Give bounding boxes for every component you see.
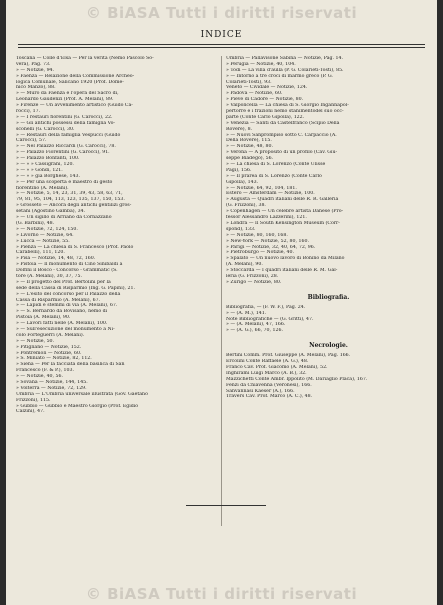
index-entry: » — Lapidi e stemmi di via (A. Melani), 67.: [16, 303, 118, 309]
index-entry: Calzini), 47.: [16, 409, 45, 415]
index-entry: » — Palazzo Bonfanti, 100.: [16, 156, 80, 162]
index-entry: » — Un sigillo di Arriano da Cornazzano: [16, 215, 112, 221]
index-entry: » — La chiesa di S. Lorenzo (Conte Ulisse: [226, 162, 326, 168]
index-entry: sconelli (G. Carocci), 30.: [16, 126, 75, 132]
index-entry: fiorentino (A. Melani).: [16, 185, 69, 191]
footer-rule: [186, 505, 266, 506]
index-entry: tore (A. Melani), 30, 37, 75.: [16, 273, 82, 279]
index-entry: » — Sull'esecuzione del monumento a Ni-: [16, 326, 115, 332]
index-entry: » Faenza — Relazione della Commissione Archeo-: [16, 73, 135, 79]
index-entry: Umbria — Pallavisone Sabina — Notizie, Pag. 14.: [226, 56, 343, 61]
index-entry: (G. Barbini), 48.: [16, 220, 55, 226]
index-entry: » Padova — Notizie, 60.: [226, 91, 283, 97]
index-entry: » — Palazzo Fiorentini (G. Carocci), 91.: [16, 150, 110, 156]
index-entry: » Pieve di Cadore — Notizie, 80.: [226, 97, 304, 103]
index-entry: » — Notizie, 48, 80.: [226, 144, 273, 150]
index-entry: Ercolini Conte Raffaele (A. G.), 48.: [226, 359, 309, 365]
index-entry: Rovere), 8.: [226, 126, 253, 132]
index-entry: Cassa di Risparmio (A. Melani), 67.: [16, 297, 101, 303]
necrologie-heading: Necrologie.: [309, 342, 348, 350]
index-entry: Frizzoni), 115.: [16, 397, 51, 403]
index-entry: Gipolla), 143.: [226, 179, 259, 185]
index-right-column: [226, 56, 431, 400]
index-entry: nico Manzo), 88.: [16, 85, 56, 91]
index-entry: seppe Biadego), 56.: [226, 156, 274, 162]
index-entry: » — Notizie, 40, 56.: [16, 374, 63, 380]
index-entry: » Pisa — Notizie, 14, 48, 72, 160.: [16, 256, 96, 262]
index-entry: » — Notizie, 50.: [16, 338, 55, 344]
index-entry: Dolfini il Bosco - Concorso - Grammatic (S.: [16, 268, 118, 274]
index-entry: spond), 133.: [226, 226, 256, 232]
index-entry: » Todi — La villa d'aulla (P. G. Colarieti-Tosti), 85.: [226, 67, 344, 73]
index-entry: (A. Melani), 90.: [226, 262, 263, 268]
bibliografia-heading: Bibliografia.: [307, 293, 350, 301]
index-entry: » Augusta — Quadri italiani delle R. R. Galleria: [226, 197, 339, 203]
index-entry: » Zurigo — Notizie, 80.: [226, 279, 282, 285]
title-rule-thin: [18, 47, 425, 48]
index-right-entries: [226, 56, 431, 286]
index-entry: sede della Cassa di Risparmio (Ing. G. Papini), 21.: [16, 285, 135, 291]
index-entry: » — Muro da Faenza e l'opera del Sacro di,: [16, 91, 119, 97]
index-entry: Pistoia (A. Melani), 90.: [16, 315, 71, 321]
index-entry: (G. Frizzoni), 38.: [226, 203, 266, 209]
index-entry: Umbria — L'Umbria universale illustrata (Gov. Gaetano: [16, 391, 148, 397]
index-entry: Bertini Comm. Prof. Giuseppe (A. Melani), Pag. 166.: [226, 353, 351, 359]
index-entry: Leonardo Gaudenzi (Prof. A. Melani), 89.: [16, 97, 114, 103]
index-entry: » — Il prarea di S. Lorenzo (Conte Carlo: [226, 173, 322, 179]
index-entry: » — I restauri fiorentini (G. Carocci), 22.: [16, 114, 113, 120]
index-entry: Travers Cav. Prof. Marco (A. C.), 48.: [226, 394, 313, 400]
index-entry: Fenzi da Chiavenna (Veronesi), 166.: [226, 382, 312, 388]
index-entry: » — Nel Palazzo Riccardi (G. Carocci), 78.: [16, 144, 116, 150]
index-entry: » Volterra — Notizie, 72, 129.: [16, 385, 87, 391]
index-entry: » — Per una scoperta e maestro di gesto: [16, 179, 113, 185]
index-entry: Carocci), 57.: [16, 138, 47, 144]
index-entry: » Firenze — Un avvenimento artistico (Guido Ca-: [16, 103, 133, 109]
index-entry: » Livorno — Notizie, 64.: [16, 232, 74, 238]
index-entry: » — Notizie, 5, 14, 23, 31, 39, 43, 58, 63, 71,: [16, 191, 123, 197]
index-entry: » — Notizie, 72, 124, 150.: [16, 226, 78, 232]
index-entry: Mazzichetti Conte Ambr. Ippolito (M. Dariaglio Placa), 167.: [226, 376, 368, 382]
index-entry: » — » » Cassigrani, 120.: [16, 162, 74, 168]
index-entry: » Gubbio — Gubbio e Maestro Giorgio (Prof. Egidio: [16, 403, 139, 409]
index-entry: Bibliografia, — (F. W. F.), Pag. 24.: [226, 304, 306, 310]
index-entry: » New-York — Notizie, 52, 80, 160.: [226, 238, 309, 244]
index-entry: » — L'esito del concorso per il Palazzo della: [16, 291, 121, 297]
index-entry: Della Rovere), 115.: [226, 138, 272, 144]
index-entry: » — (A. M.), 141.: [226, 310, 267, 316]
index-entry: » — Notizie, 64, 92, 104, 181.: [226, 185, 297, 191]
watermark-top: © BiASA Tutti i diritti riservati: [85, 4, 358, 22]
index-entry: » — (A. Melani), 47, 166.: [226, 322, 286, 328]
index-entry: » — » » Gondi, 121.: [16, 167, 63, 173]
index-left-column: [16, 56, 216, 415]
index-entry: Toscana — Colle d'Elsa — Per la verità (Nemo Pascolo So-: [16, 56, 154, 61]
index-entry: » Grosseto — Ancora degli antichi gentilizi gros-: [16, 203, 132, 209]
index-entry: fessor Alessandro Lazzerini), 121.: [226, 215, 307, 221]
index-entry: Note Bibliografiche — (G. Gritti), 47.: [226, 316, 314, 322]
index-entry: » Pietroburgo — Notizie, 40.: [226, 250, 294, 256]
index-entry: » Valpolicella — La chiesa di S. Giorgio Ingannapol-: [226, 103, 349, 109]
index-entry: » Copenhagen — Un celebre artista Danese (Pro-: [226, 209, 344, 215]
index-entry: » Sovana — Notizie, 144, 145.: [16, 379, 88, 385]
index-entry: Franco Cav. Prof. Giacomo (A. Melani), 52.: [226, 364, 328, 370]
index-entry: » Pistoia — Il monumento di Cino Sinibaldi a: [16, 262, 123, 268]
index-entry: » — Nuovi Sanprompiso sotto C. Carpaccio (A.: [226, 132, 337, 138]
index-entry: leria (G. Frizzoni), 28.: [226, 273, 279, 279]
index-entry: Francesco (F. & P.), 103.: [16, 368, 74, 374]
index-entry: » — Gli antichi possessi della famiglia Vo-: [16, 120, 115, 126]
title-rule: [18, 44, 425, 45]
index-entry: » S. Miniato — Notizie, 82, 112.: [16, 356, 92, 362]
index-entry: » — Il progetto del Prof. Bertolini per la: [16, 279, 111, 285]
index-entry: Colarieti-Tosti), 93.: [226, 79, 272, 85]
index-entry: colò Forteguerri (A. Melani).: [16, 332, 85, 338]
index-entry: » Stoccarda — I quadri italiani delle R. M. Gal-: [226, 268, 338, 274]
index-entry: Veneto — Cividale — Notizie, 124.: [226, 85, 308, 91]
index-entry: Estero — Amsterdam — Notizie, 100.: [226, 191, 315, 197]
index-entry: vera), Pag. 73.: [16, 61, 51, 67]
index-entry: » Perugia — Notizie, 40, 104.: [226, 61, 296, 67]
index-entry: » Lucca — Notizie, 55.: [16, 238, 70, 244]
index-entry: » Venezia — Santi da Castelfranco (Scipio Della: [226, 120, 340, 126]
index-entry: » — Lavori fatti nelle (A. Melani), 100.: [16, 321, 108, 327]
index-entry: parte (Conte Carlo Gipolla), 122.: [226, 114, 305, 120]
index-entry: Carabelli), 111, 120.: [16, 250, 65, 256]
index-entry: » Verona — A proposito di un profilo (Cav. Giu-: [226, 150, 338, 156]
index-entry: » Siena — Per la facciata della basilica di San: [16, 362, 125, 368]
document-page: [6, 0, 437, 605]
index-entry: » Pienza — La chiesa di S. Francesco (Prof. Paolo: [16, 244, 134, 250]
index-entry: » Londra — Il South Kensington Museum (Corr-: [226, 220, 340, 226]
page-title: INDICE: [200, 30, 243, 40]
index-entry: » Pitigliano — Notizie, 152.: [16, 344, 82, 350]
column-divider: [221, 56, 222, 526]
index-entry: 79, 81, 95, 104, 113, 123, 135, 137, 150, 153.: [16, 197, 125, 203]
index-entry: pertorre e i frazioni nemo stanimentodel suo occ-: [226, 109, 344, 115]
necrologie-entries: [226, 353, 431, 400]
index-entry: Inghirami Luigi Marco (A. B.), 32.: [226, 370, 307, 376]
index-entry: » — S. Bernardo da Bovisano, nemo di: [16, 309, 108, 315]
watermark-bottom: © BiASA Tutti i diritti riservati: [85, 585, 358, 603]
index-entry: » — Notizie, 94.: [16, 67, 55, 73]
index-entry: » Pontremoli — Notizie, 60.: [16, 350, 82, 356]
index-entry: » Parigi — Notizie, 32, 40, 64, 72, 96.: [226, 244, 316, 250]
index-entry: » — (A. G.), 66, 70, 126.: [226, 328, 283, 334]
index-entry: Pagi), 156.: [226, 167, 252, 173]
bibliografia-entries: [226, 305, 431, 334]
index-entry: rocci), 17.: [16, 109, 41, 115]
index-entry: logica Comunale, Salicano 1920 (Prof. Dome-: [16, 79, 124, 85]
index-entry: » — Intorno a tre croci di marmo greco (P. G.: [226, 73, 333, 79]
index-entry: Sanvannasi Kaeser (A.), 166.: [226, 388, 295, 394]
index-entry: » — Restauri della famiglia Vespucci (Guido: [16, 132, 121, 138]
index-entry: » Spalato — Un nuovo lavoro di Bonino da Milano: [226, 256, 345, 262]
index-entry: » — Notizie, 80, 160, 168.: [226, 232, 288, 238]
index-entry: » — » » già Borghese, 143.: [16, 173, 80, 179]
index-entry: setani (Agostino Gamba), 34.: [16, 209, 86, 215]
